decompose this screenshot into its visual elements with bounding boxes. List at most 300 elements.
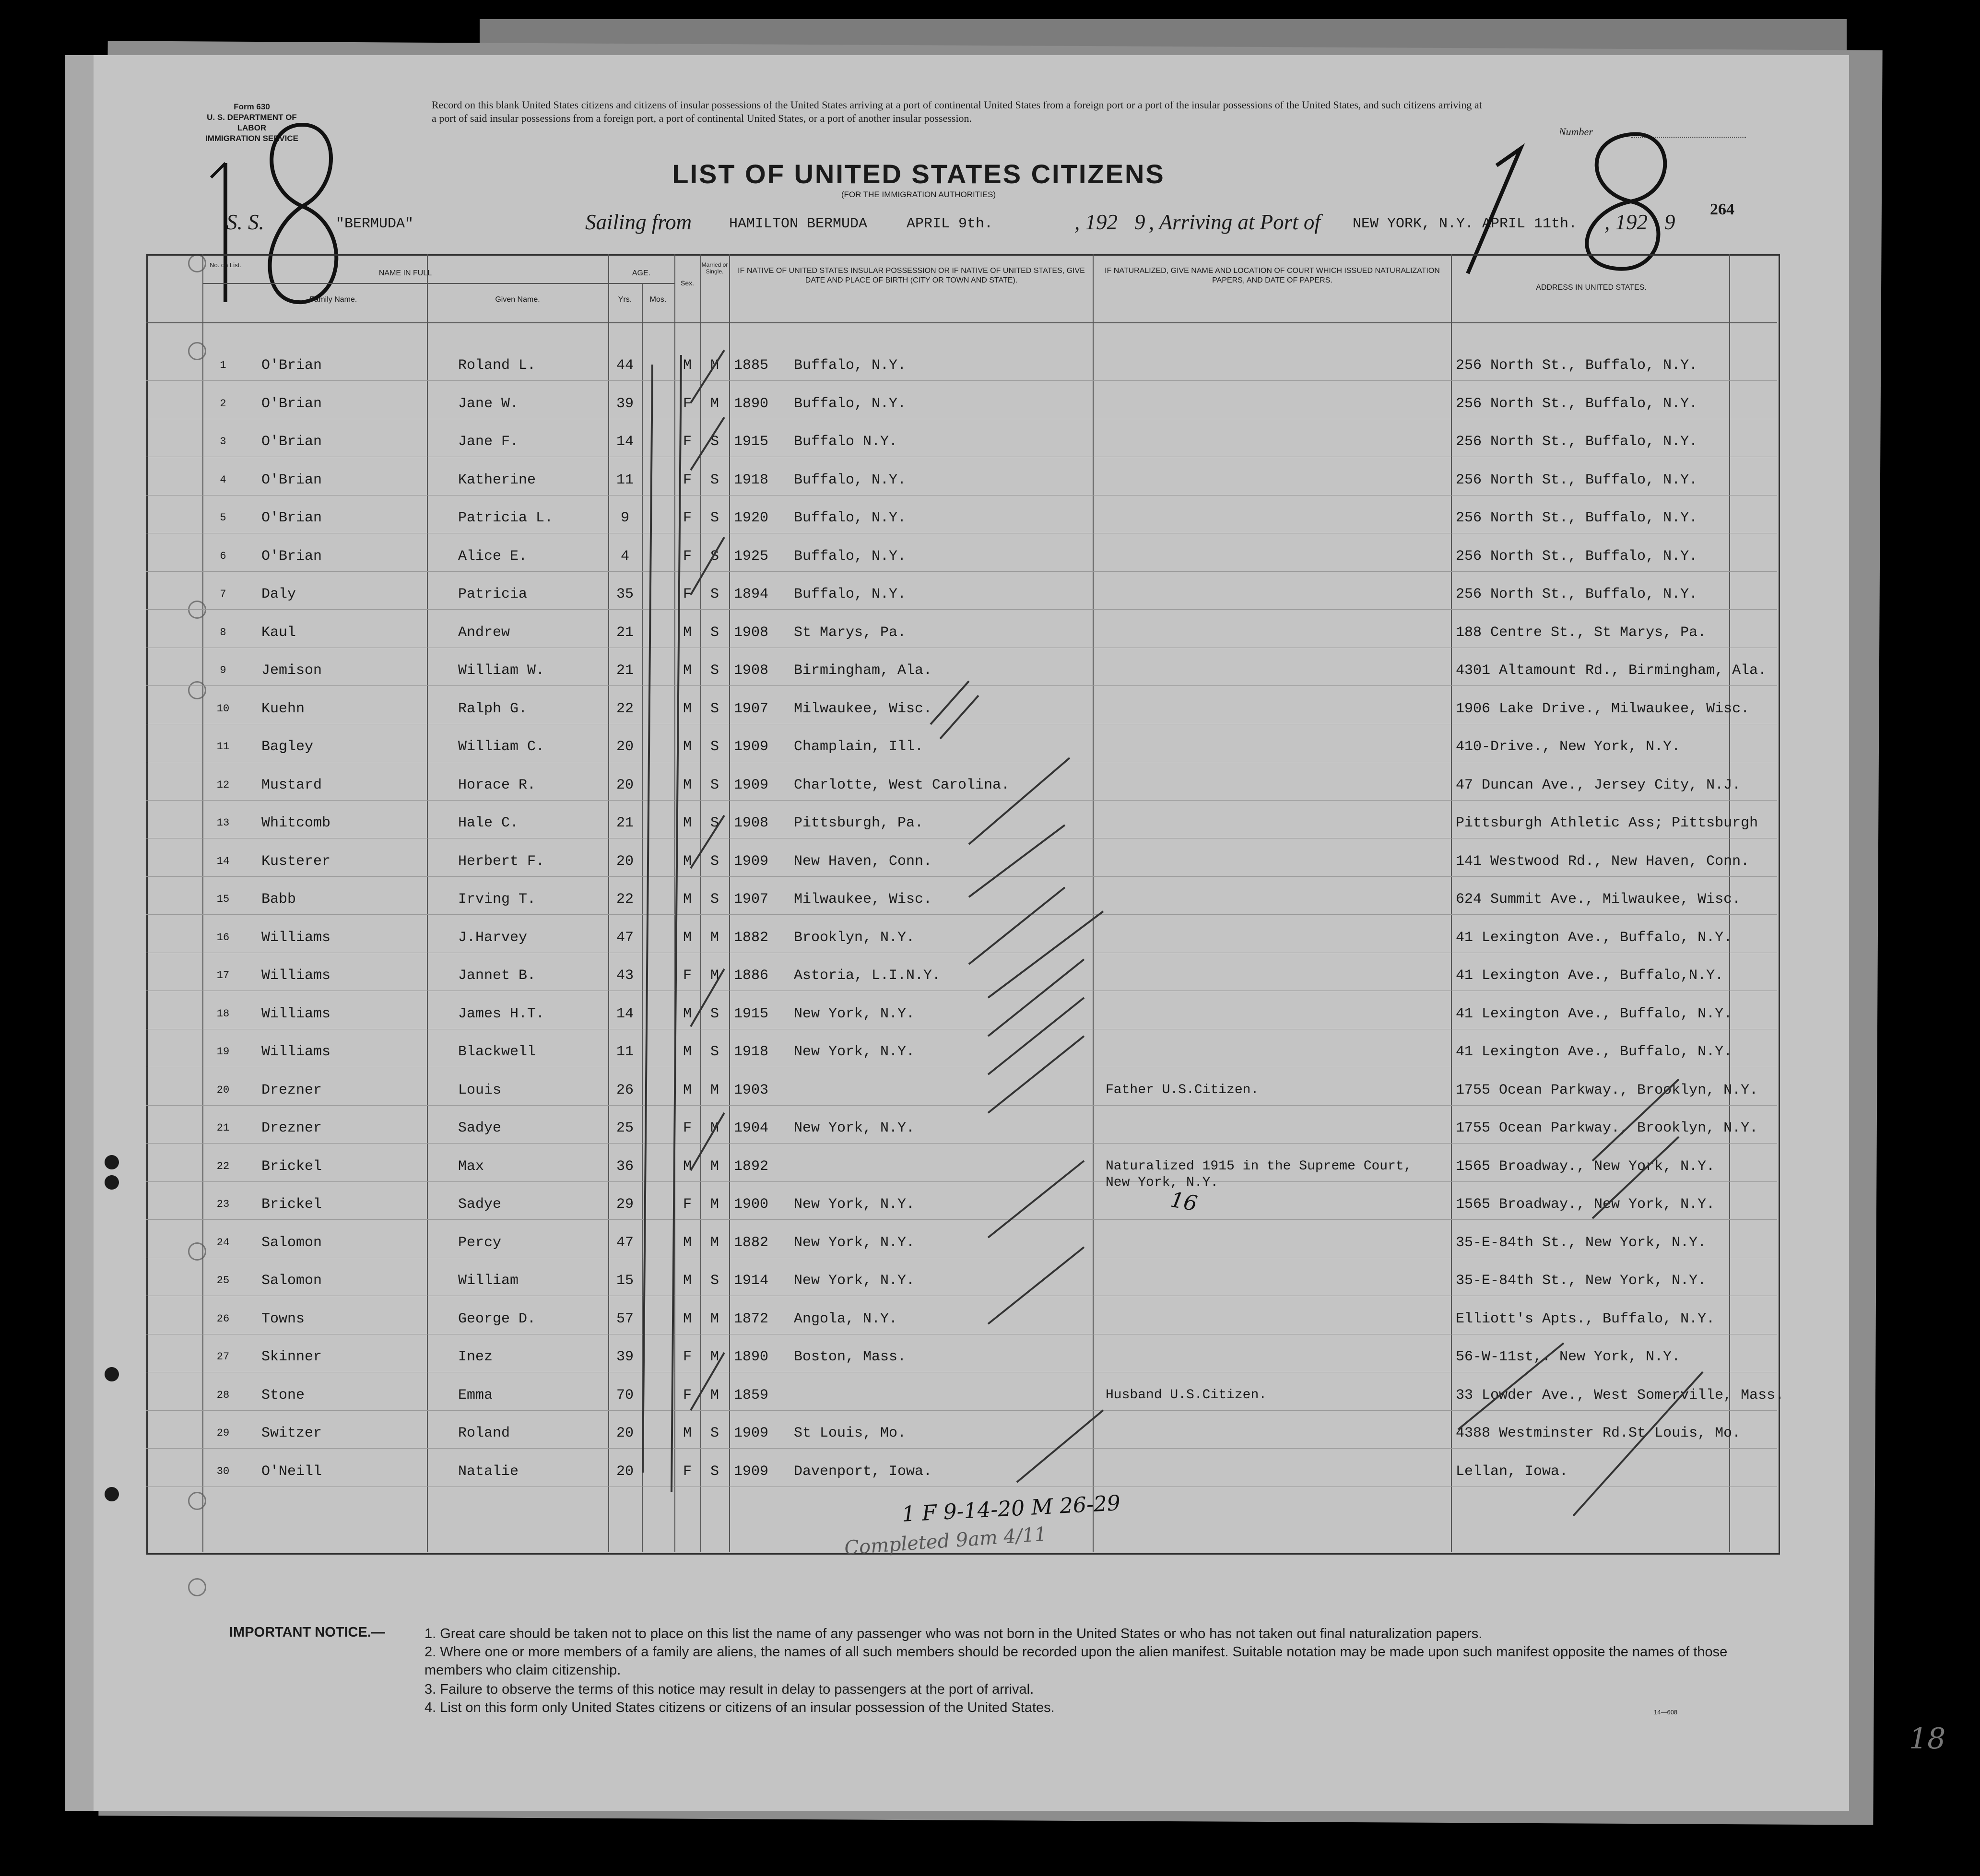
given-name: Max	[458, 1158, 484, 1175]
birth-place: Champlain, Ill.	[794, 739, 924, 755]
pencil-check-marks	[624, 345, 1775, 1545]
marital-status: M	[710, 1082, 719, 1098]
marital-status: S	[710, 1005, 719, 1022]
address: 1755 Ocean Parkway., Brooklyn, N.Y.	[1456, 1082, 1758, 1098]
row-number: 27	[216, 1351, 230, 1363]
marital-status: M	[710, 357, 719, 374]
notice-item-4: 4. List on this form only United States citizens or citizens of an insular possession of the United States.	[424, 1700, 1055, 1715]
age-years: 44	[616, 357, 634, 374]
age-years: 22	[616, 700, 634, 717]
address: 41 Lexington Ave., Buffalo, N.Y.	[1456, 1044, 1732, 1060]
given-name: Herbert F.	[458, 853, 545, 870]
binder-hole	[188, 1578, 206, 1596]
row-number: 11	[216, 741, 230, 753]
row-number: 3	[220, 436, 226, 448]
given-name: Sadye	[458, 1196, 502, 1213]
sex: F	[683, 1349, 692, 1365]
birth-place: Buffalo, N.Y.	[794, 586, 907, 602]
sex: F	[683, 472, 692, 488]
sailing-from: HAMILTON BERMUDA	[729, 216, 868, 232]
marital-status: S	[710, 1425, 719, 1441]
birth-place: Brooklyn, N.Y.	[794, 929, 915, 946]
given-name: Katherine	[458, 472, 536, 488]
given-name: Patricia	[458, 586, 528, 602]
sex: F	[683, 395, 692, 412]
row-number: 1	[220, 359, 226, 371]
birth-place: Buffalo, N.Y.	[794, 357, 907, 374]
pencil-corner-mark: 16	[1168, 1187, 1200, 1216]
header-no-on-list: No. on List.	[210, 261, 241, 269]
header-naturalized: IF NATURALIZED, GIVE NAME AND LOCATION OF COURT WHICH ISSUED NATURALIZATION PAPERS, AND DATE OF PAPERS.	[1105, 267, 1440, 284]
sex: M	[683, 891, 692, 908]
family-name: Stone	[261, 1387, 305, 1404]
age-years: 20	[616, 1463, 634, 1480]
family-name: O'Brian	[261, 548, 322, 565]
family-name: O'Brian	[261, 395, 322, 412]
birth-year: 1907	[734, 700, 769, 717]
column-rule	[427, 254, 428, 1552]
naturalization: Husband U.S.Citizen.	[1106, 1387, 1267, 1403]
birth-place: Charlotte, West Carolina.	[794, 777, 1010, 793]
family-name: Jemison	[261, 662, 322, 679]
birth-place: New York, N.Y.	[794, 1044, 915, 1060]
sex: F	[683, 1196, 692, 1213]
row-number: 16	[216, 931, 230, 944]
family-name: Williams	[261, 1005, 331, 1022]
address: Lellan, Iowa.	[1456, 1463, 1568, 1480]
address: 41 Lexington Ave., Buffalo,N.Y.	[1456, 967, 1724, 984]
birth-place: St Marys, Pa.	[794, 624, 907, 641]
address: 4388 Westminster Rd.St Louis, Mo.	[1456, 1425, 1741, 1441]
family-name: Babb	[261, 891, 296, 908]
marital-status: S	[710, 739, 719, 755]
birth-place: New York, N.Y.	[794, 1120, 915, 1136]
address: 4301 Altamount Rd., Birmingham, Ala.	[1456, 662, 1767, 679]
given-name: Louis	[458, 1082, 502, 1098]
address: 256 North St., Buffalo, N.Y.	[1456, 548, 1698, 565]
sex: M	[683, 700, 692, 717]
marital-status: S	[710, 434, 719, 450]
marital-status: S	[710, 1273, 719, 1289]
given-name: Sadye	[458, 1120, 502, 1136]
given-name: Ralph G.	[458, 700, 528, 717]
age-years: 29	[616, 1196, 634, 1213]
address: 1565 Broadway., New York, N.Y.	[1456, 1158, 1715, 1175]
row-number: 20	[216, 1084, 230, 1096]
family-name: Mustard	[261, 777, 322, 793]
family-name: Switzer	[261, 1425, 322, 1441]
age-years: 70	[616, 1387, 634, 1404]
birth-place: St Louis, Mo.	[794, 1425, 907, 1441]
given-name: Horace R.	[458, 777, 536, 793]
birth-year: 1872	[734, 1310, 769, 1327]
age-years: 14	[616, 1005, 634, 1022]
given-name: Patricia L.	[458, 510, 554, 526]
address: 256 North St., Buffalo, N.Y.	[1456, 357, 1698, 374]
header-age: AGE.	[632, 269, 651, 277]
age-years: 47	[616, 1234, 634, 1251]
row-number: 12	[216, 779, 230, 791]
marital-status: M	[710, 1387, 719, 1404]
age-years: 4	[620, 548, 629, 565]
sex: M	[683, 853, 692, 870]
sex: F	[683, 1387, 692, 1404]
birth-year: 1903	[734, 1082, 769, 1098]
age-years: 22	[616, 891, 634, 908]
sex: M	[683, 1273, 692, 1289]
birth-year: 1918	[734, 1044, 769, 1060]
marital-status: S	[710, 472, 719, 488]
row-number: 29	[216, 1427, 230, 1439]
birth-place: New York, N.Y.	[794, 1005, 915, 1022]
notice-heading: IMPORTANT NOTICE.—	[229, 1625, 385, 1640]
sailing-year-digit: 9	[1134, 210, 1145, 234]
address: 41 Lexington Ave., Buffalo, N.Y.	[1456, 929, 1732, 946]
age-years: 15	[616, 1273, 634, 1289]
birth-place: Milwaukee, Wisc.	[794, 700, 932, 717]
birth-year: 1918	[734, 472, 769, 488]
given-name: Jane W.	[458, 395, 519, 412]
given-name: Roland	[458, 1425, 510, 1441]
sex: M	[683, 1310, 692, 1327]
family-name: Salomon	[261, 1273, 322, 1289]
marital-status: M	[710, 967, 719, 984]
row-number: 26	[216, 1312, 230, 1325]
sex: M	[683, 739, 692, 755]
row-number: 30	[216, 1465, 230, 1477]
birth-place: Boston, Mass.	[794, 1349, 907, 1365]
address: 35-E-84th St., New York, N.Y.	[1456, 1234, 1707, 1251]
sex: F	[683, 967, 692, 984]
arrival-year-prefix: , 192	[1604, 210, 1648, 234]
birth-year: 1909	[734, 777, 769, 793]
family-name: Williams	[261, 967, 331, 984]
header-months: Mos.	[649, 295, 667, 304]
address: 35-E-84th St., New York, N.Y.	[1456, 1273, 1707, 1289]
birth-year: 1925	[734, 548, 769, 565]
birth-year: 1909	[734, 1425, 769, 1441]
age-years: 43	[616, 967, 634, 984]
row-number: 19	[216, 1046, 230, 1058]
row-number: 23	[216, 1198, 230, 1210]
birth-place: Pittsburgh, Pa.	[794, 815, 924, 831]
age-years: 26	[616, 1082, 634, 1098]
header-sex: Sex.	[680, 279, 694, 287]
row-number: 25	[216, 1274, 230, 1286]
birth-year: 1908	[734, 624, 769, 641]
birth-year: 1890	[734, 1349, 769, 1365]
binder-hole	[105, 1175, 119, 1190]
marital-status: S	[710, 853, 719, 870]
sex: M	[683, 357, 692, 374]
binder-hole	[105, 1155, 119, 1169]
address: 188 Centre St., St Marys, Pa.	[1456, 624, 1707, 641]
sex: F	[683, 510, 692, 526]
row-number: 22	[216, 1160, 230, 1172]
age-years: 36	[616, 1158, 634, 1175]
form-number: Form 630	[234, 102, 270, 111]
address: Pittsburgh Athletic Ass; Pittsburgh	[1456, 815, 1758, 831]
family-name: Skinner	[261, 1349, 322, 1365]
subheader-rule	[202, 283, 674, 284]
birth-place: Buffalo N.Y.	[794, 434, 898, 450]
page-number: 264	[1710, 201, 1734, 218]
address: Elliott's Apts., Buffalo, N.Y.	[1456, 1310, 1715, 1327]
birth-year: 1892	[734, 1158, 769, 1175]
family-name: Salomon	[261, 1234, 322, 1251]
sex: F	[683, 586, 692, 602]
birth-year: 1894	[734, 586, 769, 602]
given-name: Natalie	[458, 1463, 519, 1480]
address: 410-Drive., New York, N.Y.	[1456, 739, 1681, 755]
birth-year: 1909	[734, 739, 769, 755]
birth-year: 1904	[734, 1120, 769, 1136]
age-years: 11	[616, 472, 634, 488]
page-title: LIST OF UNITED STATES CITIZENS	[672, 159, 1165, 189]
marital-status: S	[710, 700, 719, 717]
row-number: 14	[216, 855, 230, 867]
address: 41 Lexington Ave., Buffalo, N.Y.	[1456, 1005, 1732, 1022]
address: 56-W-11st,. New York, N.Y.	[1456, 1349, 1681, 1365]
birth-place: New York, N.Y.	[794, 1196, 915, 1213]
given-name: Andrew	[458, 624, 510, 641]
department-name: U. S. DEPARTMENT OF LABOR	[207, 113, 297, 132]
age-years: 39	[616, 395, 634, 412]
birth-year: 1890	[734, 395, 769, 412]
row-number: 17	[216, 969, 230, 981]
given-name: William W.	[458, 662, 545, 679]
row-number: 2	[220, 397, 226, 410]
address: 624 Summit Ave., Milwaukee, Wisc.	[1456, 891, 1741, 908]
birth-place: Buffalo, N.Y.	[794, 548, 907, 565]
binding-strip	[65, 55, 94, 1811]
marital-status: M	[710, 929, 719, 946]
row-number: 18	[216, 1007, 230, 1020]
birth-place: Buffalo, N.Y.	[794, 472, 907, 488]
birth-year: 1914	[734, 1273, 769, 1289]
sex: M	[683, 624, 692, 641]
marital-status: S	[710, 586, 719, 602]
sex: M	[683, 1158, 692, 1175]
marital-status: S	[710, 548, 719, 565]
family-name: O'Brian	[261, 472, 322, 488]
family-name: Drezner	[261, 1120, 322, 1136]
sex: M	[683, 1005, 692, 1022]
naturalization: Father U.S.Citizen.	[1106, 1082, 1259, 1097]
address: 33 Lowder Ave., West Somerville, Mass.	[1456, 1387, 1784, 1404]
birth-place: Milwaukee, Wisc.	[794, 891, 932, 908]
row-number: 6	[220, 550, 226, 562]
birth-year: 1886	[734, 967, 769, 984]
address: 141 Westwood Rd., New Haven, Conn.	[1456, 853, 1750, 870]
birth-year: 1885	[734, 357, 769, 374]
birth-place: Buffalo, N.Y.	[794, 395, 907, 412]
given-name: William	[458, 1273, 519, 1289]
pencil-completion-note: Completed 9am 4/11	[843, 1523, 1048, 1559]
birth-year: 1882	[734, 1234, 769, 1251]
row-number: 13	[216, 817, 230, 829]
birth-place: Astoria, L.I.N.Y.	[794, 967, 941, 984]
sex: F	[683, 1120, 692, 1136]
birth-place: New York, N.Y.	[794, 1273, 915, 1289]
family-name: Kuehn	[261, 700, 305, 717]
family-name: O'Brian	[261, 434, 322, 450]
header-years: Yrs.	[618, 295, 632, 304]
notice-item-2: 2. Where one or more members of a family are aliens, the names of all such members should be recorded upon the alien manifest. Suitable notation may be made upon such manifest opposite the names of those members who claim citizenship.	[424, 1644, 1728, 1678]
age-years: 20	[616, 1425, 634, 1441]
row-number: 5	[220, 512, 226, 524]
age-years: 11	[616, 1044, 634, 1060]
birth-year: 1915	[734, 1005, 769, 1022]
pencil-tally: 1 F 9-14-20 M 26-29	[901, 1491, 1121, 1527]
given-name: J.Harvey	[458, 929, 528, 946]
marital-status: M	[710, 1234, 719, 1251]
birth-year: 1909	[734, 853, 769, 870]
header-married-single: Married or Single.	[701, 261, 728, 275]
sex: M	[683, 815, 692, 831]
birth-place: Davenport, Iowa.	[794, 1463, 932, 1480]
family-name: O'Brian	[261, 510, 322, 526]
sex: M	[683, 1425, 692, 1441]
given-name: Blackwell	[458, 1044, 536, 1060]
birth-year: 1908	[734, 662, 769, 679]
header-rule	[146, 322, 1777, 323]
marital-status: S	[710, 510, 719, 526]
family-name: Williams	[261, 1044, 331, 1060]
marital-status: M	[710, 1196, 719, 1213]
marital-status: S	[710, 777, 719, 793]
birth-year: 1915	[734, 434, 769, 450]
header-address: ADDRESS IN UNITED STATES.	[1536, 283, 1647, 292]
address: 1755 Ocean Parkway., Brooklyn, N.Y.	[1456, 1120, 1758, 1136]
sex: M	[683, 929, 692, 946]
row-number: 28	[216, 1389, 230, 1401]
family-name: Brickel	[261, 1158, 322, 1175]
row-number: 15	[216, 893, 230, 905]
header-birth: IF NATIVE OF UNITED STATES INSULAR POSSESSION OR IF NATIVE OF UNITED STATES, GIVE DATE AND PLACE OF BIRTH (CITY OR TOWN AND STATE).	[738, 267, 1085, 284]
arrival-year-digit: 9	[1664, 210, 1675, 234]
arriving-label: , Arriving at Port of	[1149, 210, 1320, 234]
address: 256 North St., Buffalo, N.Y.	[1456, 472, 1698, 488]
sex: M	[683, 1044, 692, 1060]
given-name: Inez	[458, 1349, 493, 1365]
year-prefix: , 192	[1074, 210, 1118, 234]
address: 256 North St., Buffalo, N.Y.	[1456, 510, 1698, 526]
address: 256 North St., Buffalo, N.Y.	[1456, 434, 1698, 450]
family-name: Whitcomb	[261, 815, 331, 831]
address: 47 Duncan Ave., Jersey City, N.J.	[1456, 777, 1741, 793]
header-family-name: Family Name.	[309, 295, 357, 304]
header-given-name: Given Name.	[495, 295, 540, 304]
sex: M	[683, 1082, 692, 1098]
birth-year: 1907	[734, 891, 769, 908]
age-years: 20	[616, 739, 634, 755]
marital-status: S	[710, 1463, 719, 1480]
sailing-label: Sailing from	[585, 210, 692, 234]
birth-year: 1859	[734, 1387, 769, 1404]
binder-hole	[105, 1367, 119, 1381]
age-years: 57	[616, 1310, 634, 1327]
birth-place: New York, N.Y.	[794, 1234, 915, 1251]
marital-status: M	[710, 1158, 719, 1175]
ss-label: S. S.	[226, 210, 264, 234]
given-name: Jannet B.	[458, 967, 536, 984]
marital-status: S	[710, 624, 719, 641]
family-name: Brickel	[261, 1196, 322, 1213]
birth-year: 1900	[734, 1196, 769, 1213]
naturalization: Naturalized 1915 in the Supreme Court, New York, N.Y.	[1106, 1158, 1412, 1190]
marital-status: S	[710, 1044, 719, 1060]
given-name: Roland L.	[458, 357, 536, 374]
number-label: Number	[1559, 126, 1593, 138]
address: 1565 Broadway., New York, N.Y.	[1456, 1196, 1715, 1213]
age-years: 21	[616, 662, 634, 679]
birth-place: Buffalo, N.Y.	[794, 510, 907, 526]
row-number: 8	[220, 626, 226, 638]
marital-status: M	[710, 1120, 719, 1136]
birth-year: 1908	[734, 815, 769, 831]
family-name: Bagley	[261, 739, 314, 755]
row-number: 9	[220, 664, 226, 676]
family-name: Kusterer	[261, 853, 331, 870]
given-name: George D.	[458, 1310, 536, 1327]
notice-item-1: 1. Great care should be taken not to place on this list the name of any passenger who was not born in the United States or who has not taken out final naturalization papers.	[424, 1626, 1483, 1641]
service-name: IMMIGRATION SERVICE	[205, 134, 298, 143]
page-subtitle: (FOR THE IMMIGRATION AUTHORITIES)	[841, 190, 996, 199]
form-preamble: Record on this blank United States citizens and citizens of insular possessions of the United States arriving at a port of continental United States from a foreign port or a port of the insular possessions of the United States, and such citizens arriving at a port of said insular possessions from a foreign port, a port of continental United States, or a port of another insular possession.	[432, 99, 1482, 124]
given-name: William C.	[458, 739, 545, 755]
given-name: Percy	[458, 1234, 502, 1251]
birth-place: New Haven, Conn.	[794, 853, 932, 870]
family-name: Daly	[261, 586, 296, 602]
age-years: 47	[616, 929, 634, 946]
age-years: 21	[616, 815, 634, 831]
given-name: Hale C.	[458, 815, 519, 831]
family-name: O'Brian	[261, 357, 322, 374]
age-years: 35	[616, 586, 634, 602]
birth-year: 1882	[734, 929, 769, 946]
notice-item-3: 3. Failure to observe the terms of this notice may result in delay to passengers at the port of arrival.	[424, 1682, 1034, 1697]
age-years: 39	[616, 1349, 634, 1365]
row-number: 24	[216, 1236, 230, 1249]
given-name: James H.T.	[458, 1005, 545, 1022]
family-name: O'Neill	[261, 1463, 322, 1480]
family-name: Towns	[261, 1310, 305, 1327]
birth-place: Birmingham, Ala.	[794, 662, 932, 679]
given-name: Irving T.	[458, 891, 536, 908]
sex: M	[683, 777, 692, 793]
marital-status: M	[710, 395, 719, 412]
arrival-port: NEW YORK, N.Y.	[1353, 216, 1474, 232]
margin-handwritten-number: 18	[1909, 1722, 1946, 1756]
birth-year: 1909	[734, 1463, 769, 1480]
marital-status: S	[710, 815, 719, 831]
marital-status: M	[710, 1349, 719, 1365]
marital-status: S	[710, 662, 719, 679]
sex: M	[683, 662, 692, 679]
sex: F	[683, 1463, 692, 1480]
age-years: 20	[616, 853, 634, 870]
sex: F	[683, 434, 692, 450]
address: 256 North St., Buffalo, N.Y.	[1456, 586, 1698, 602]
age-years: 20	[616, 777, 634, 793]
age-years: 14	[616, 434, 634, 450]
sex: M	[683, 1234, 692, 1251]
row-number: 10	[216, 702, 230, 715]
marital-status: M	[710, 1310, 719, 1327]
sex: F	[683, 548, 692, 565]
row-number: 21	[216, 1122, 230, 1134]
